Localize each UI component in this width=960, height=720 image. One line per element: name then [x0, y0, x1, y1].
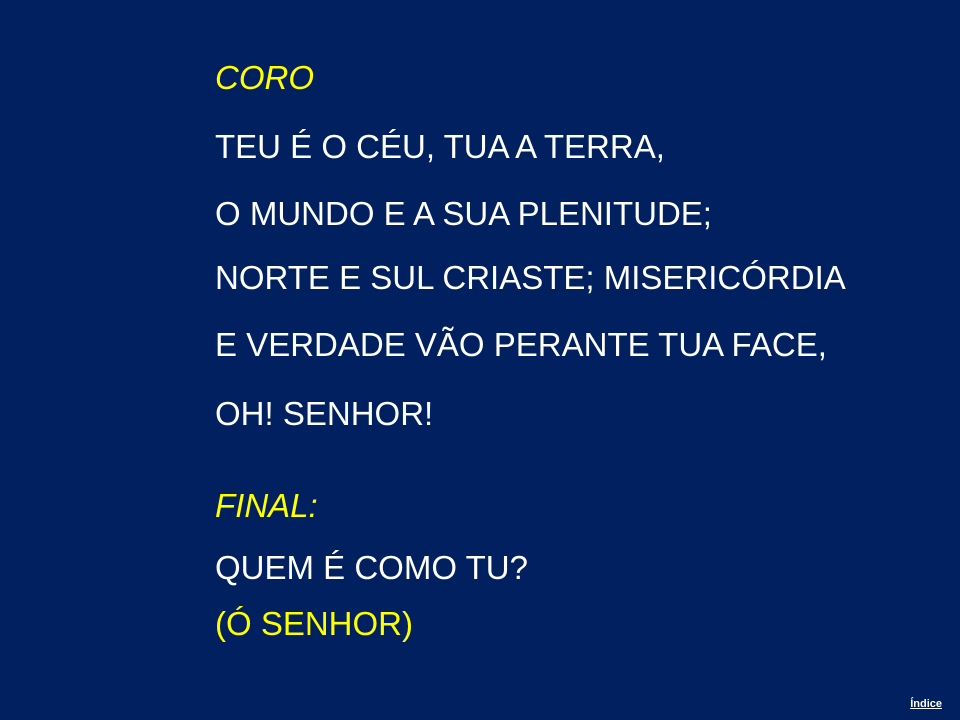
coro-line-5: OH! SENHOR!: [215, 395, 434, 432]
coro-heading: CORO: [215, 59, 314, 96]
final-line: QUEM É COMO TU?: [215, 549, 528, 586]
final-response: (Ó SENHOR): [215, 605, 413, 642]
coro-line-2: O MUNDO E A SUA PLENITUDE;: [215, 195, 712, 232]
index-link[interactable]: Índice: [910, 698, 942, 710]
coro-line-4: E VERDADE VÃO PERANTE TUA FACE,: [215, 326, 827, 363]
coro-line-1: TEU É O CÉU, TUA A TERRA,: [215, 128, 665, 165]
coro-line-3: NORTE E SUL CRIASTE; MISERICÓRDIA: [215, 259, 846, 296]
final-heading: FINAL:: [215, 487, 318, 524]
